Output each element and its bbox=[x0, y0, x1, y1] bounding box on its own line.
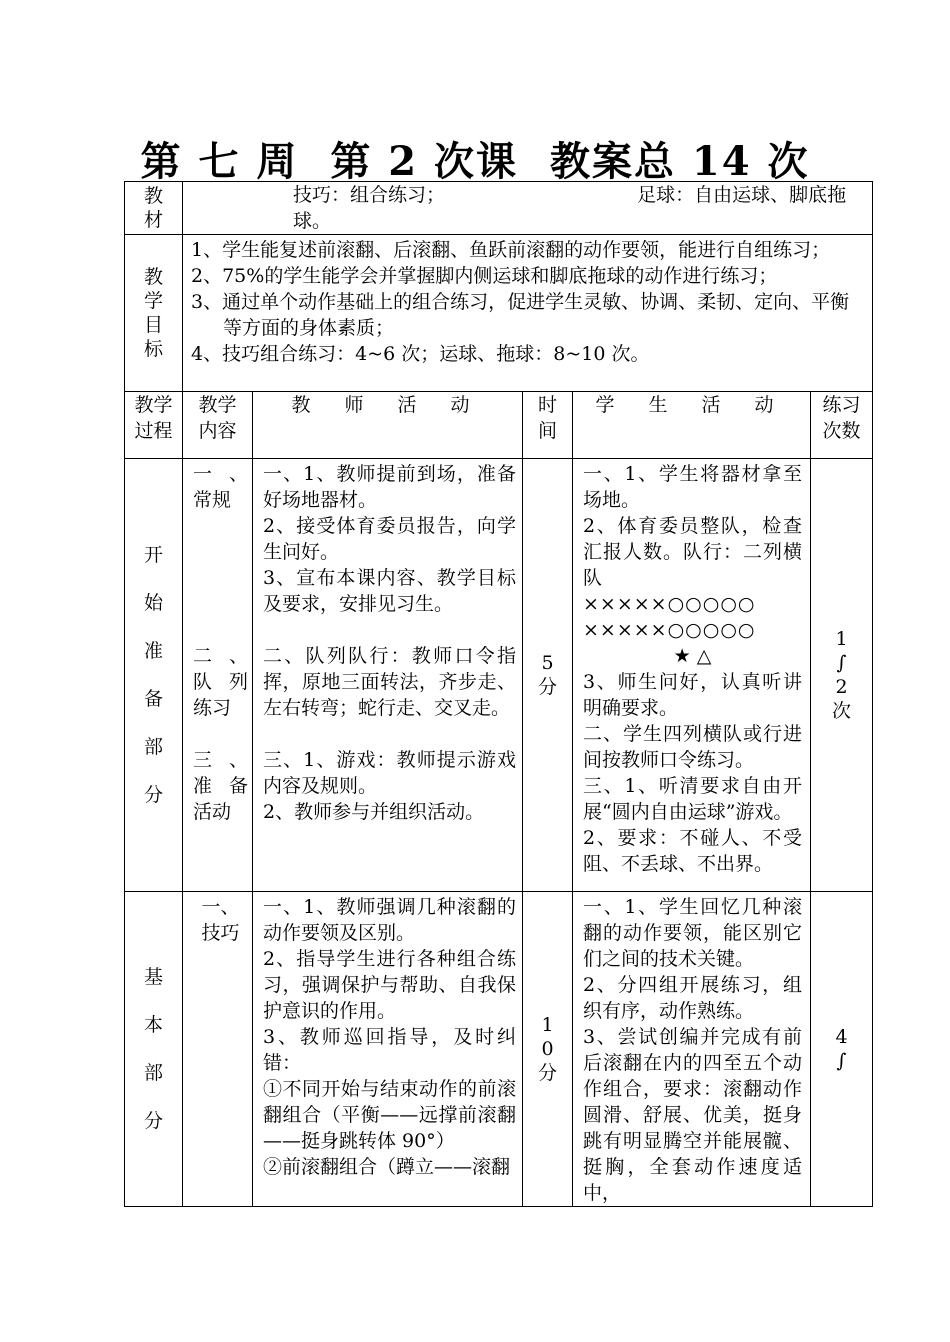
goal-item: 1、学生能复述前滚翻、后滚翻、鱼跃前滚翻的动作要领，能进行自组练习； bbox=[191, 239, 831, 261]
start-label-cell bbox=[125, 459, 183, 892]
page-title bbox=[0, 130, 950, 187]
start-teacher-p4: 二、队列队行：教师口令指挥，原地三面转法，齐步走、左右转弯；蛇行走、交叉走。 bbox=[263, 645, 516, 719]
goal-item: 4、技巧组合练习：4~6 次；运球、拖球：8~10 次。 bbox=[191, 343, 650, 365]
start-teacher-p1: 一、1、教师提前到场，准备好场地器材。 bbox=[263, 463, 516, 511]
basic-content-gym: 一、技巧 bbox=[201, 896, 240, 944]
basic-label: 基 本 部 分 bbox=[143, 965, 163, 1132]
material-content-cell bbox=[183, 182, 873, 235]
basic-student-p3: 3、尝试创编并完成有前后滚翻在内的四至五个动作组合，要求：滚翻动作圆滑、舒展、优美，挺身跳有明显腾空并能展髋、挺胸，全套动作速度适中， bbox=[583, 1026, 802, 1204]
start-student-p1: 一、1、学生将器材拿至场地。 bbox=[583, 463, 802, 511]
material-soccer: 足球：自由运球、脚底拖球。 bbox=[293, 184, 847, 232]
start-content-cell bbox=[183, 459, 253, 892]
header-content: 教学内容 bbox=[183, 392, 253, 459]
start-label: 开 始 准 备 部 分 bbox=[143, 543, 163, 806]
formation-marks: ★ △ bbox=[673, 645, 712, 667]
start-content-warmup: 三、准 备活动 bbox=[193, 749, 248, 823]
start-teacher-p6: 2、教师参与并组织活动。 bbox=[263, 801, 485, 823]
goal-item: 2、75%的学生能学会并掌握脚内侧运球和脚底拖球的动作进行练习； bbox=[191, 265, 778, 287]
start-teacher-p3: 3、宣布本课内容、教学目标及要求，安排见习生。 bbox=[263, 567, 516, 615]
basic-count-cell bbox=[811, 892, 873, 1207]
start-student-p4: 二、学生四列横队或行进间按教师口令练习。 bbox=[583, 723, 802, 771]
start-content-routine: 一、常规 bbox=[193, 463, 248, 511]
basic-student-p1: 一、1、学生回忆几种滚翻的动作要领，能区别它们之间的技术关键。 bbox=[583, 896, 802, 970]
title-week: 第 七 周 bbox=[140, 138, 299, 185]
material-label-cell bbox=[125, 182, 183, 235]
goals-label-cell bbox=[125, 235, 183, 392]
start-section-row bbox=[125, 459, 873, 892]
header-row bbox=[125, 392, 873, 459]
basic-section-row bbox=[125, 892, 873, 1207]
start-student-p3: 3、师生问好，认真听讲明确要求。 bbox=[583, 671, 802, 719]
header-student: 学 生 活 动 bbox=[573, 392, 811, 459]
basic-teacher-p3: 3、教师巡回指导，及时纠错： bbox=[263, 1026, 516, 1074]
basic-teacher-p5: ②前滚翻组合（蹲立——滚翻 bbox=[263, 1156, 511, 1178]
material-gym: 技巧：组合练习； bbox=[293, 184, 446, 206]
basic-teacher-cell bbox=[253, 892, 523, 1207]
basic-label-cell bbox=[125, 892, 183, 1207]
title-lesson: 第 2 次课 bbox=[330, 138, 519, 185]
start-content-drill: 二、队 列练习 bbox=[193, 645, 248, 719]
start-count: 1 ∫ 2 次 bbox=[831, 627, 851, 722]
start-time: 5分 bbox=[537, 651, 557, 698]
start-teacher-cell bbox=[253, 459, 523, 892]
goals-content-cell bbox=[183, 235, 873, 392]
material-label: 教材 bbox=[143, 184, 163, 231]
basic-student-cell bbox=[573, 892, 811, 1207]
title-total: 教案总 14 次 bbox=[549, 138, 810, 185]
header-process: 教学过程 bbox=[125, 392, 183, 459]
start-student-p2: 2、体育委员整队，检查汇报人数。队行：二列横队 bbox=[583, 515, 802, 589]
start-time-cell bbox=[523, 459, 573, 892]
start-count-cell bbox=[811, 459, 873, 892]
header-teacher: 教 师 活 动 bbox=[253, 392, 523, 459]
header-time: 时间 bbox=[523, 392, 573, 459]
lesson-plan-table bbox=[124, 181, 873, 1207]
basic-teacher-p4: ①不同开始与结束动作的前滚翻组合（平衡——远撑前滚翻——挺身跳转体 90°） bbox=[263, 1078, 516, 1152]
basic-student-p2: 2、分四组开展练习，组织有序，动作熟练。 bbox=[583, 974, 802, 1022]
header-count: 练习次数 bbox=[811, 392, 873, 459]
basic-teacher-p2: 2、指导学生进行各种组合练习，强调保护与帮助、自我保护意识的作用。 bbox=[263, 948, 516, 1022]
start-teacher-p2: 2、接受体育委员报告，向学生问好。 bbox=[263, 515, 516, 563]
formation-row-1: ×××××○○○○○ bbox=[583, 593, 756, 615]
goal-item: 3、通过单个动作基础上的组合练习，促进学生灵敏、协调、柔韧、定向、平衡等方面的身体素质； bbox=[191, 291, 850, 339]
goals-label: 教学目标 bbox=[143, 265, 163, 360]
formation-row-2: ×××××○○○○○ bbox=[583, 619, 756, 641]
start-student-p6: 2、要求：不碰人、不受阻、不丢球、不出界。 bbox=[583, 827, 802, 875]
start-student-cell bbox=[573, 459, 811, 892]
goals-row bbox=[125, 235, 873, 392]
basic-count: 4 ∫ bbox=[835, 1025, 848, 1072]
basic-teacher-p1: 一、1、教师强调几种滚翻的动作要领及区别。 bbox=[263, 896, 516, 944]
start-teacher-p5: 三、1、游戏：教师提示游戏内容及规则。 bbox=[263, 749, 516, 797]
material-row bbox=[125, 182, 873, 235]
basic-time: 10分 bbox=[537, 1013, 557, 1084]
basic-time-cell bbox=[523, 892, 573, 1207]
basic-content-cell bbox=[183, 892, 253, 1207]
start-student-p5: 三、1、听清要求自由开展“圆内自由运球”游戏。 bbox=[583, 775, 802, 823]
